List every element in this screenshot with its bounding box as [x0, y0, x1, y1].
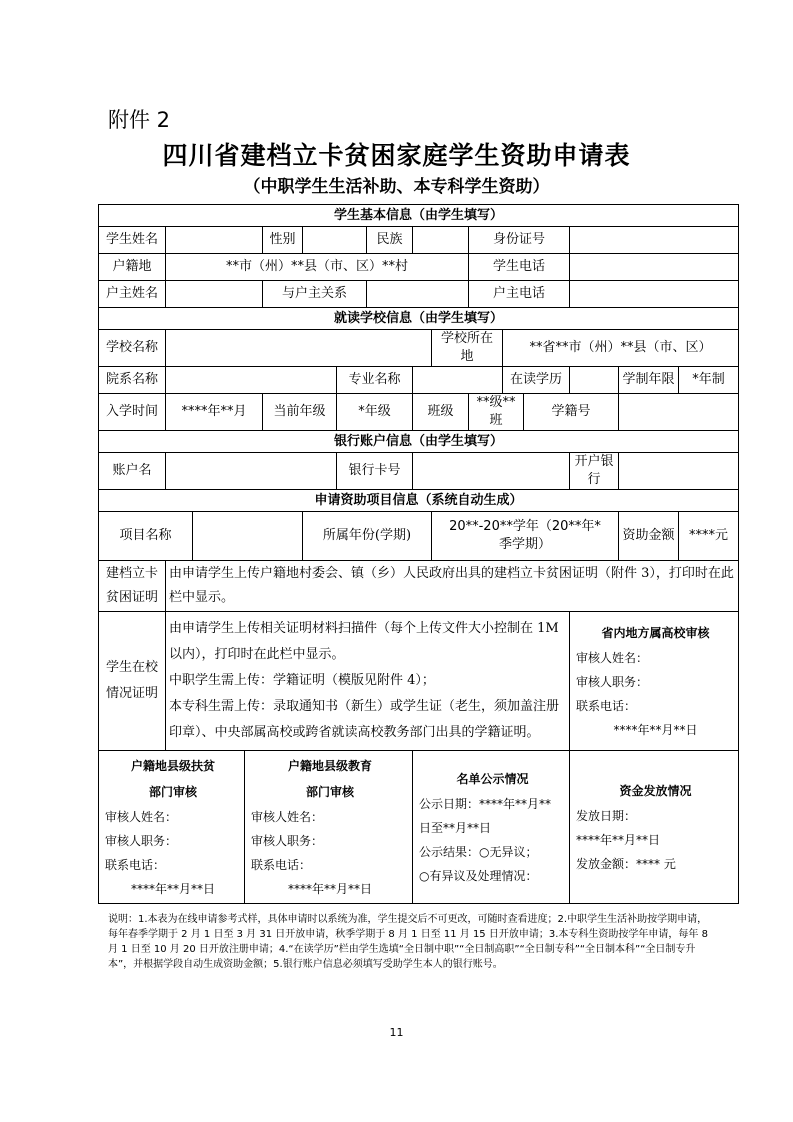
status-proof-line-2: 中职学生需上传：学籍证明（模版见附件 4）； [169, 673, 435, 688]
university-review-cell [570, 612, 739, 751]
poverty-proof-text: 由申请学生上传户籍地村委会、镇（乡）人民政府出具的建档立卡贫困证明（附件 3），打印时在此栏中显示。 [166, 561, 739, 612]
status-proof-line-1: 由申请学生上传相关证明材料扫描件（每个上传文件大小控制在 1M 以内），打印时在此栏中显示。 [169, 621, 559, 662]
project-year-field [432, 512, 619, 561]
status-proof-label-2: 情况证明 [105, 686, 158, 701]
student-name-label: 学生姓名 [99, 227, 166, 254]
fund-issue-amount: 发放金额：**** 元 [576, 857, 676, 871]
university-contact: 联系电话： [576, 699, 637, 713]
publicity-date-line-2: 日至**月**日 [419, 821, 492, 835]
project-year-line-2: 季学期） [498, 537, 551, 552]
ethnicity-label: 民族 [367, 227, 413, 254]
student-name-field[interactable] [166, 227, 263, 254]
section-student: 学生基本信息（由学生填写） [99, 205, 739, 227]
project-name-label: 项目名称 [99, 512, 193, 561]
aid-amount-label: 资助金额 [619, 512, 679, 561]
poverty-office-title-1: 户籍地县级扶贫 [130, 759, 215, 773]
householder-name-field[interactable] [166, 281, 263, 308]
education-office-date: ****年**月**日 [287, 882, 372, 896]
education-office-contact: 联系电话： [251, 858, 312, 872]
education-office-reviewer-name: 审核人姓名： [251, 810, 324, 824]
householder-name-label: 户主姓名 [99, 281, 166, 308]
account-holder-field[interactable] [166, 453, 337, 490]
bank-branch-label: 开户银行 [570, 453, 619, 490]
university-date: ****年**月**日 [613, 723, 698, 737]
duration-field[interactable]: *年制 [679, 367, 739, 394]
education-label: 在读学历 [503, 367, 570, 394]
class-field[interactable]: **级**班 [469, 394, 524, 431]
publicity-objection: ○有异议及处理情况： [419, 869, 538, 883]
account-holder-label: 账户名 [99, 453, 166, 490]
id-number-field[interactable] [570, 227, 739, 254]
fund-issue-cell [570, 751, 739, 904]
page-number: 11 [389, 1026, 404, 1039]
enroll-time-label: 入学时间 [99, 394, 166, 431]
publicity-title: 名单公示情况 [456, 772, 529, 786]
student-number-label: 学籍号 [524, 394, 619, 431]
poverty-proof-label-1: 建档立卡 [105, 566, 158, 581]
poverty-proof-label [99, 561, 166, 612]
relation-label: 与户主关系 [263, 281, 367, 308]
poverty-office-title-2: 部门审核 [148, 785, 197, 799]
householder-phone-label: 户主电话 [469, 281, 570, 308]
fund-issue-date-value: ****年**月**日 [576, 833, 661, 847]
education-office-reviewer-role: 审核人职务： [251, 834, 324, 848]
poverty-office-reviewer-role: 审核人职务： [105, 834, 178, 848]
relation-field[interactable] [367, 281, 469, 308]
major-label: 专业名称 [337, 367, 413, 394]
fund-issue-title: 资金发放情况 [619, 784, 692, 798]
application-form [98, 204, 739, 904]
grade-label: 当前年级 [263, 394, 337, 431]
department-label: 院系名称 [99, 367, 166, 394]
attachment-label: 附件 2 [108, 108, 171, 132]
card-number-label: 银行卡号 [337, 453, 413, 490]
householder-phone-field[interactable] [570, 281, 739, 308]
project-year-label: 所属年份(学期) [303, 512, 432, 561]
education-office-review [245, 751, 413, 904]
school-name-label: 学校名称 [99, 330, 166, 367]
university-reviewer-role: 审核人职务： [576, 675, 649, 689]
section-school: 就读学校信息（由学生填写） [99, 308, 739, 330]
bank-branch-field[interactable] [619, 453, 739, 490]
poverty-proof-label-2: 贫困证明 [105, 590, 158, 605]
student-phone-label: 学生电话 [469, 254, 570, 281]
university-review-title: 省内地方属高校审核 [601, 626, 710, 640]
poverty-office-date: ****年**月**日 [130, 882, 215, 896]
poverty-office-reviewer-name: 审核人姓名： [105, 810, 178, 824]
card-number-field[interactable] [413, 453, 570, 490]
hukou-field[interactable]: **市（州）**县（市、区）**村 [166, 254, 469, 281]
major-field[interactable] [413, 367, 503, 394]
status-proof-line-3: 本专科生需上传：录取通知书（新生）或学生证（老生，须加盖注册印章）、中央部属高校或跨省就读高校教务部门出具的学籍证明。 [169, 699, 560, 740]
school-location-label: 学校所在地 [432, 330, 503, 367]
publicity-cell [413, 751, 570, 904]
form-subtitle: （中职学生生活补助、本专科学生资助） [243, 177, 550, 197]
form-title: 四川省建档立卡贫困家庭学生资助申请表 [162, 141, 631, 170]
hukou-label: 户籍地 [99, 254, 166, 281]
education-office-title-1: 户籍地县级教育 [287, 759, 372, 773]
section-bank: 银行账户信息（由学生填写） [99, 431, 739, 453]
fund-issue-date-label: 发放日期： [576, 809, 637, 823]
grade-field[interactable]: *年级 [337, 394, 413, 431]
duration-label: 学制年限 [619, 367, 679, 394]
poverty-office-review [99, 751, 245, 904]
status-proof-text [166, 612, 570, 751]
enroll-time-field[interactable]: ****年**月 [166, 394, 263, 431]
student-number-field[interactable] [619, 394, 739, 431]
publicity-date-line-1: 公示日期：****年**月** [419, 797, 552, 811]
class-label: 班级 [413, 394, 469, 431]
department-field[interactable] [166, 367, 337, 394]
status-proof-label [99, 612, 166, 751]
publicity-result: 公示结果：○无异议； [419, 845, 538, 859]
form-notes: 说明：1.本表为在线申请参考式样，具体申请时以系统为准，学生提交后不可更改，可随时查看进度；2.中职学生生活补助按学期申请，每年春季学期于 2 月 1 日至 3 月 31 日开放申请，秋季学期于 8 月 1 日至 11 月 15 日开放申请；3.本专科生资助按学年申请，每年 8 月 1 日至 10 月 20 日开放注册申请；4.“在读学历”栏由学生选填“全日制中职”“全日制高职”“全日制专科”“全日制本科”“全日制专升本”，并根据学段自动生成资助金额；5.银行账户信息必须填写受助学生本人的银行账号。 [108, 914, 708, 970]
poverty-office-contact: 联系电话： [105, 858, 166, 872]
status-proof-label-1: 学生在校 [105, 660, 158, 675]
education-field[interactable] [570, 367, 619, 394]
project-year-line-1: 20**-20**学年（20**年* [449, 519, 601, 534]
aid-amount-field: ****元 [679, 512, 739, 561]
ethnicity-field[interactable] [413, 227, 469, 254]
school-name-field[interactable] [166, 330, 432, 367]
gender-label: 性别 [263, 227, 303, 254]
student-phone-field[interactable] [570, 254, 739, 281]
project-name-field [193, 512, 303, 561]
gender-field[interactable] [303, 227, 367, 254]
university-reviewer-name: 审核人姓名： [576, 651, 649, 665]
education-office-title-2: 部门审核 [305, 785, 354, 799]
id-number-label: 身份证号 [469, 227, 570, 254]
section-project: 申请资助项目信息（系统自动生成） [99, 490, 739, 512]
school-location-field[interactable]: **省**市（州）**县（市、区） [503, 330, 739, 367]
